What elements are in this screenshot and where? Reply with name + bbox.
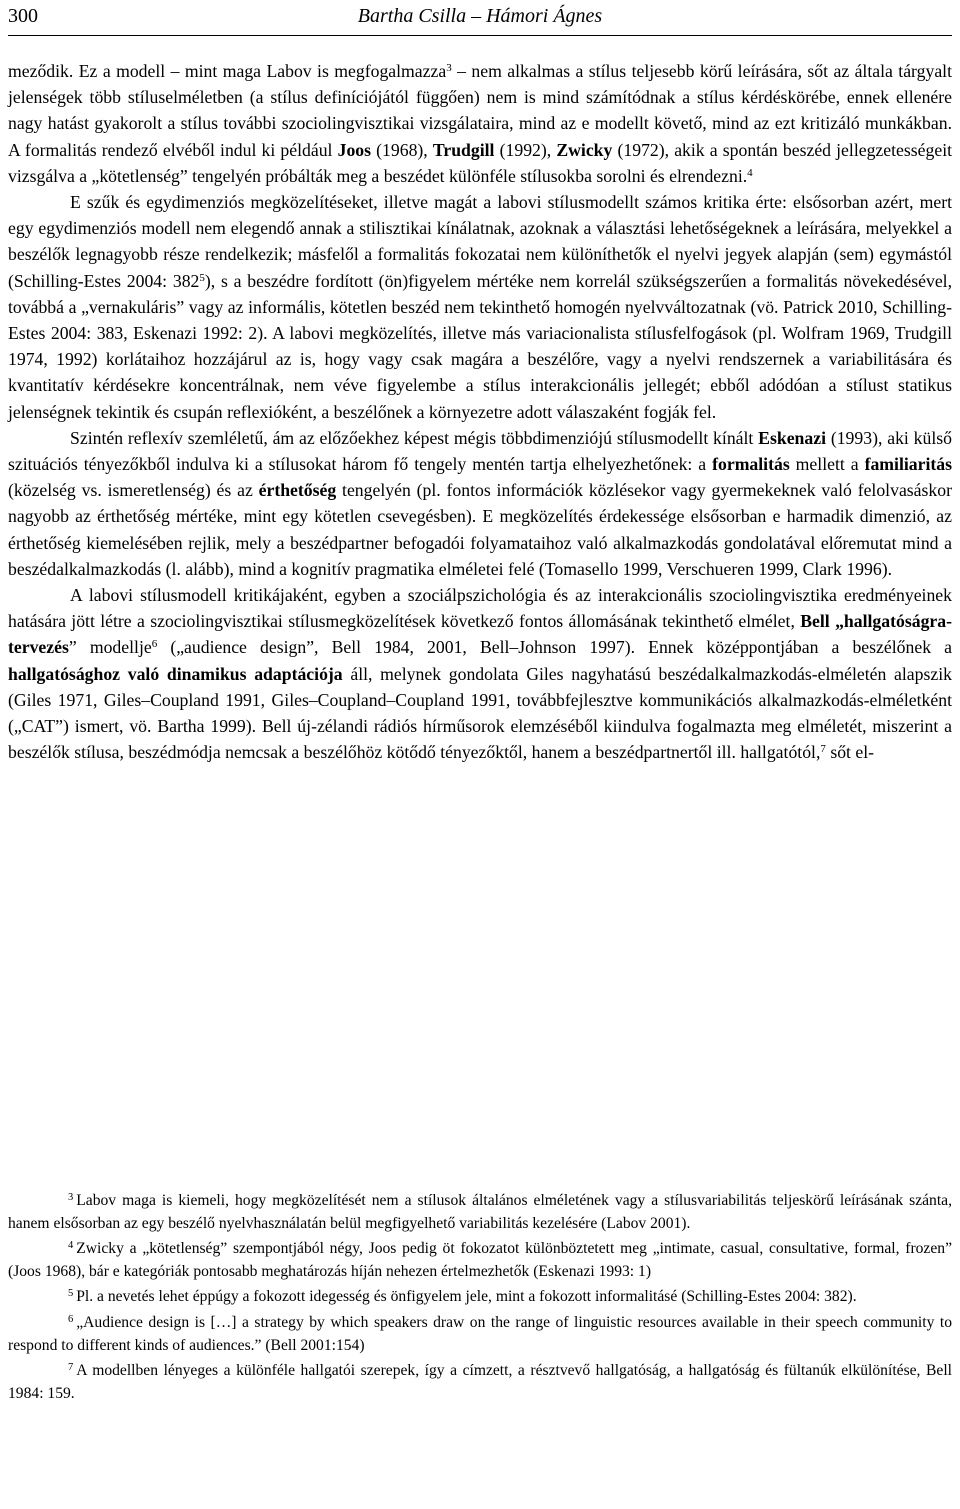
text-run: (1993), aki külső szituációs tényezőkből indulva ki a stílusokat három fő tengely mentén tartja elhelyezhetőnek: a xyxy=(8,427,952,475)
bold-term: Zwicky xyxy=(556,139,613,160)
bold-term: Eskenazi xyxy=(758,427,826,448)
body-paragraph xyxy=(8,58,952,189)
body-paragraph xyxy=(8,582,952,765)
text-run: mellett a xyxy=(789,454,865,475)
footnote-text: Zwicky a „kötetlenség” szempontjából négy, Joos pedig öt fokozatot különböztetett meg „intimate, casual, consultative, formal, frozen” (Joos 1968), bár e kategóriák pontosabb meghatározás híján nehezen értelmezhetők (Eskenazi 1993: 1) xyxy=(8,1240,952,1280)
footnote-number: 6 xyxy=(68,1313,74,1325)
footnote-number: 4 xyxy=(68,1240,74,1252)
page-header xyxy=(8,4,952,30)
text-run: áll, melynek gondolata Giles nagyhatású beszédalkalmazkodás-elméletén alapszik (Giles 1971, Giles–Coupland 1991, Giles–Coupland–Coupland 1991, továbbfejlesztve kommunikációs alkalmazkodás-elméletként („CAT”) ismert, vö. Bartha 1999). Bell új-zélandi rádiós hírműsorok elemzéséből kiindulva fogalmazta meg elméletét, miszerint a beszélők stílusa, beszédmódja nemcsak a beszélőhöz kötődő tényezőktől, hanem a beszédpartnertől ill. hallgatótól, xyxy=(8,663,952,763)
running-title: Bartha Csilla – Hámori Ágnes xyxy=(357,5,603,27)
bold-term: familiaritás xyxy=(864,454,952,475)
page-number: 300 xyxy=(8,5,38,27)
footnote xyxy=(8,1190,952,1235)
text-run: Szintén reflexív szemléletű, ám az előzőekhez képest mégis többdimenziójú stílusmodellt kínált xyxy=(70,427,759,448)
text-run: E szűk és egydimenziós megközelítéseket, illetve magát a labovi stílusmodellt számos kritika érte: elsősorban azért, mert egy egydimenziós modell nem elegendő annak a stilisztikai kínálatnak, azoknak a választási lehetőségeknek a leírására, melyekkel a beszélők legnagyobb része rendelkezik; másfelől a formalitás fokozatai nem különíthetők el nyelvi jegyek alapján (sem) egymástól (Schilling-Estes 2004: 382 xyxy=(8,192,952,291)
text-run: (közelség vs. ismeretlenség) és az xyxy=(8,480,259,501)
text-run: A labovi stílusmodell kritikájaként, egyben a szociálpszichológia és az interakcionális szociolingvisztika eredményeinek hatására jött létre a szociolingvisztikai stílusmegközelítések következő fontos állomásának tekinthető elmélet, xyxy=(8,585,952,632)
footnote-text: „Audience design is […] a strategy by which speakers draw on the range of linguistic resources available in their speech community to respond to different kinds of audiences.” (Bell 2001:154) xyxy=(8,1313,952,1354)
footnote-ref: 6 xyxy=(151,638,158,651)
body-text xyxy=(8,58,952,765)
text-run: (1992), xyxy=(494,139,557,160)
text-run: (1968), xyxy=(371,139,433,160)
footnotes xyxy=(8,1190,952,1408)
text-run: („audience design”, Bell 1984, 2001, Bell–Johnson 1997). Ennek középpontjában a beszélőnek a xyxy=(157,637,952,658)
footnote-text: Labov maga is kiemeli, hogy megközelítését nem a stílusok általános elméletének vagy a stílusvariabilitás teljeskörű leírásának szánta, hanem elsősorban az egy beszélő nyelvhasználatán belül megfigyelhető variabilitás kezelésére (Labov 2001). xyxy=(8,1192,952,1232)
text-run: (1972), akik a spontán beszéd jellegzetességeit vizsgálva a „kötetlenség” tengelyén próbálták meg a beszédet különféle stílusokba sorolni és elrendezni. xyxy=(8,139,953,186)
text-run: meződik. xyxy=(8,61,79,81)
bold-term: Bell „hallgatóságra-tervezés xyxy=(8,611,952,658)
bold-term: formalitás xyxy=(712,454,790,475)
text-run: – nem alkalmas a stílus teljesebb körű leírására, sőt az általa tárgyalt jelenségek több stíluselméletben (a stílus definíciójától függően) nem is mind számítódnak a stílus kérdéskörébe, ennek ellenére nagy hatást gyakorolt a stílus további szociolingvisztikai vizsgálataira, mind az e modellt követő, mind az ezt kritizáló munkákban. A formalitás rendező elvéből indul ki például xyxy=(8,61,952,160)
text-run: Ez a modell – mint maga Labov is megfogalmazza xyxy=(78,61,447,81)
footnote-number: 5 xyxy=(68,1288,74,1300)
footnote-number: 7 xyxy=(68,1362,74,1374)
text-run: tengelyén (pl. fontos információk közlésekor vagy gyermekeknek való felolvasáskor nagyobb az érthetőség mértéke, mint egy kötetlen csevegésben). E megközelítés érdekessége elsősorban e harmadik dimenzió, az érthetőség kiemelésében rejlik, mely a beszédpartner befogadói folyamataihoz való alkalmazkodás gondolatával előremutat mind a beszédalkalmazkodás (l. alább), mind a kognitív pragmatika elméletei felé (Tomasello 1999, Verschueren 1999, Clark 1996). xyxy=(8,480,952,579)
bold-term: Trudgill xyxy=(432,139,495,160)
header-rule xyxy=(8,35,952,36)
text-run: sőt el- xyxy=(825,742,875,763)
footnote-ref: 3 xyxy=(446,62,452,74)
bold-term: érthetőség xyxy=(258,480,337,501)
footnote xyxy=(8,1238,952,1283)
body-paragraph xyxy=(8,189,952,425)
bold-term: hallgatósághoz való dinamikus adaptációja xyxy=(8,663,343,684)
footnote-ref: 4 xyxy=(747,166,753,179)
footnote-text: Pl. a nevetés lehet éppúgy a fokozott idegesség és önfigyelem jele, mint a fokozott informalitásé (Schilling-Estes 2004: 382). xyxy=(76,1288,857,1306)
bold-term: Joos xyxy=(337,139,372,160)
footnote-ref: 7 xyxy=(820,743,826,756)
text-run: ), s a beszédre fordított (ön)figyelem mértéke nem korrelál szükségszerűen a formalitás növekedésével, továbbá a „vernakuláris” vagy az informális, kötetlen beszéd nem tekinthető homogén nyelvváltozatnak (vö. Patrick 2010, Schilling-Estes 2004: 383, Eskenazi 1992: 2). A labovi megközelítés, illetve más variacionalista stílusfelfogások (pl. Wolfram 1969, Trudgill 1974, 1992) korlátaihoz hozzájárul az is, hogy vagy csak magára a beszélőre, vagy a nyelvi rendszernek a variabilitására és kvantitatív kérdésekre koncentrálnak, nem véve figyelembe a stílus interakcionális jellegét; ebből adódóan a stílust statikus jelenségnek tekintik és csupán reflexióként, a beszélőnek a környezetre adott válaszaként fogják fel. xyxy=(8,270,953,422)
footnote xyxy=(8,1312,952,1357)
footnote-ref: 5 xyxy=(199,271,205,284)
footnote-number: 3 xyxy=(68,1192,74,1203)
footnote xyxy=(8,1286,952,1309)
body-paragraph xyxy=(8,425,952,582)
footnote xyxy=(8,1360,952,1405)
text-run: ” modellje xyxy=(68,637,152,658)
footnote-text: A modellben lényeges a különféle hallgatói szerepek, így a címzett, a résztvevő hallgatóság, a hallgatóság és fültanúk elkülönítése, Bell 1984: 159. xyxy=(8,1362,952,1402)
